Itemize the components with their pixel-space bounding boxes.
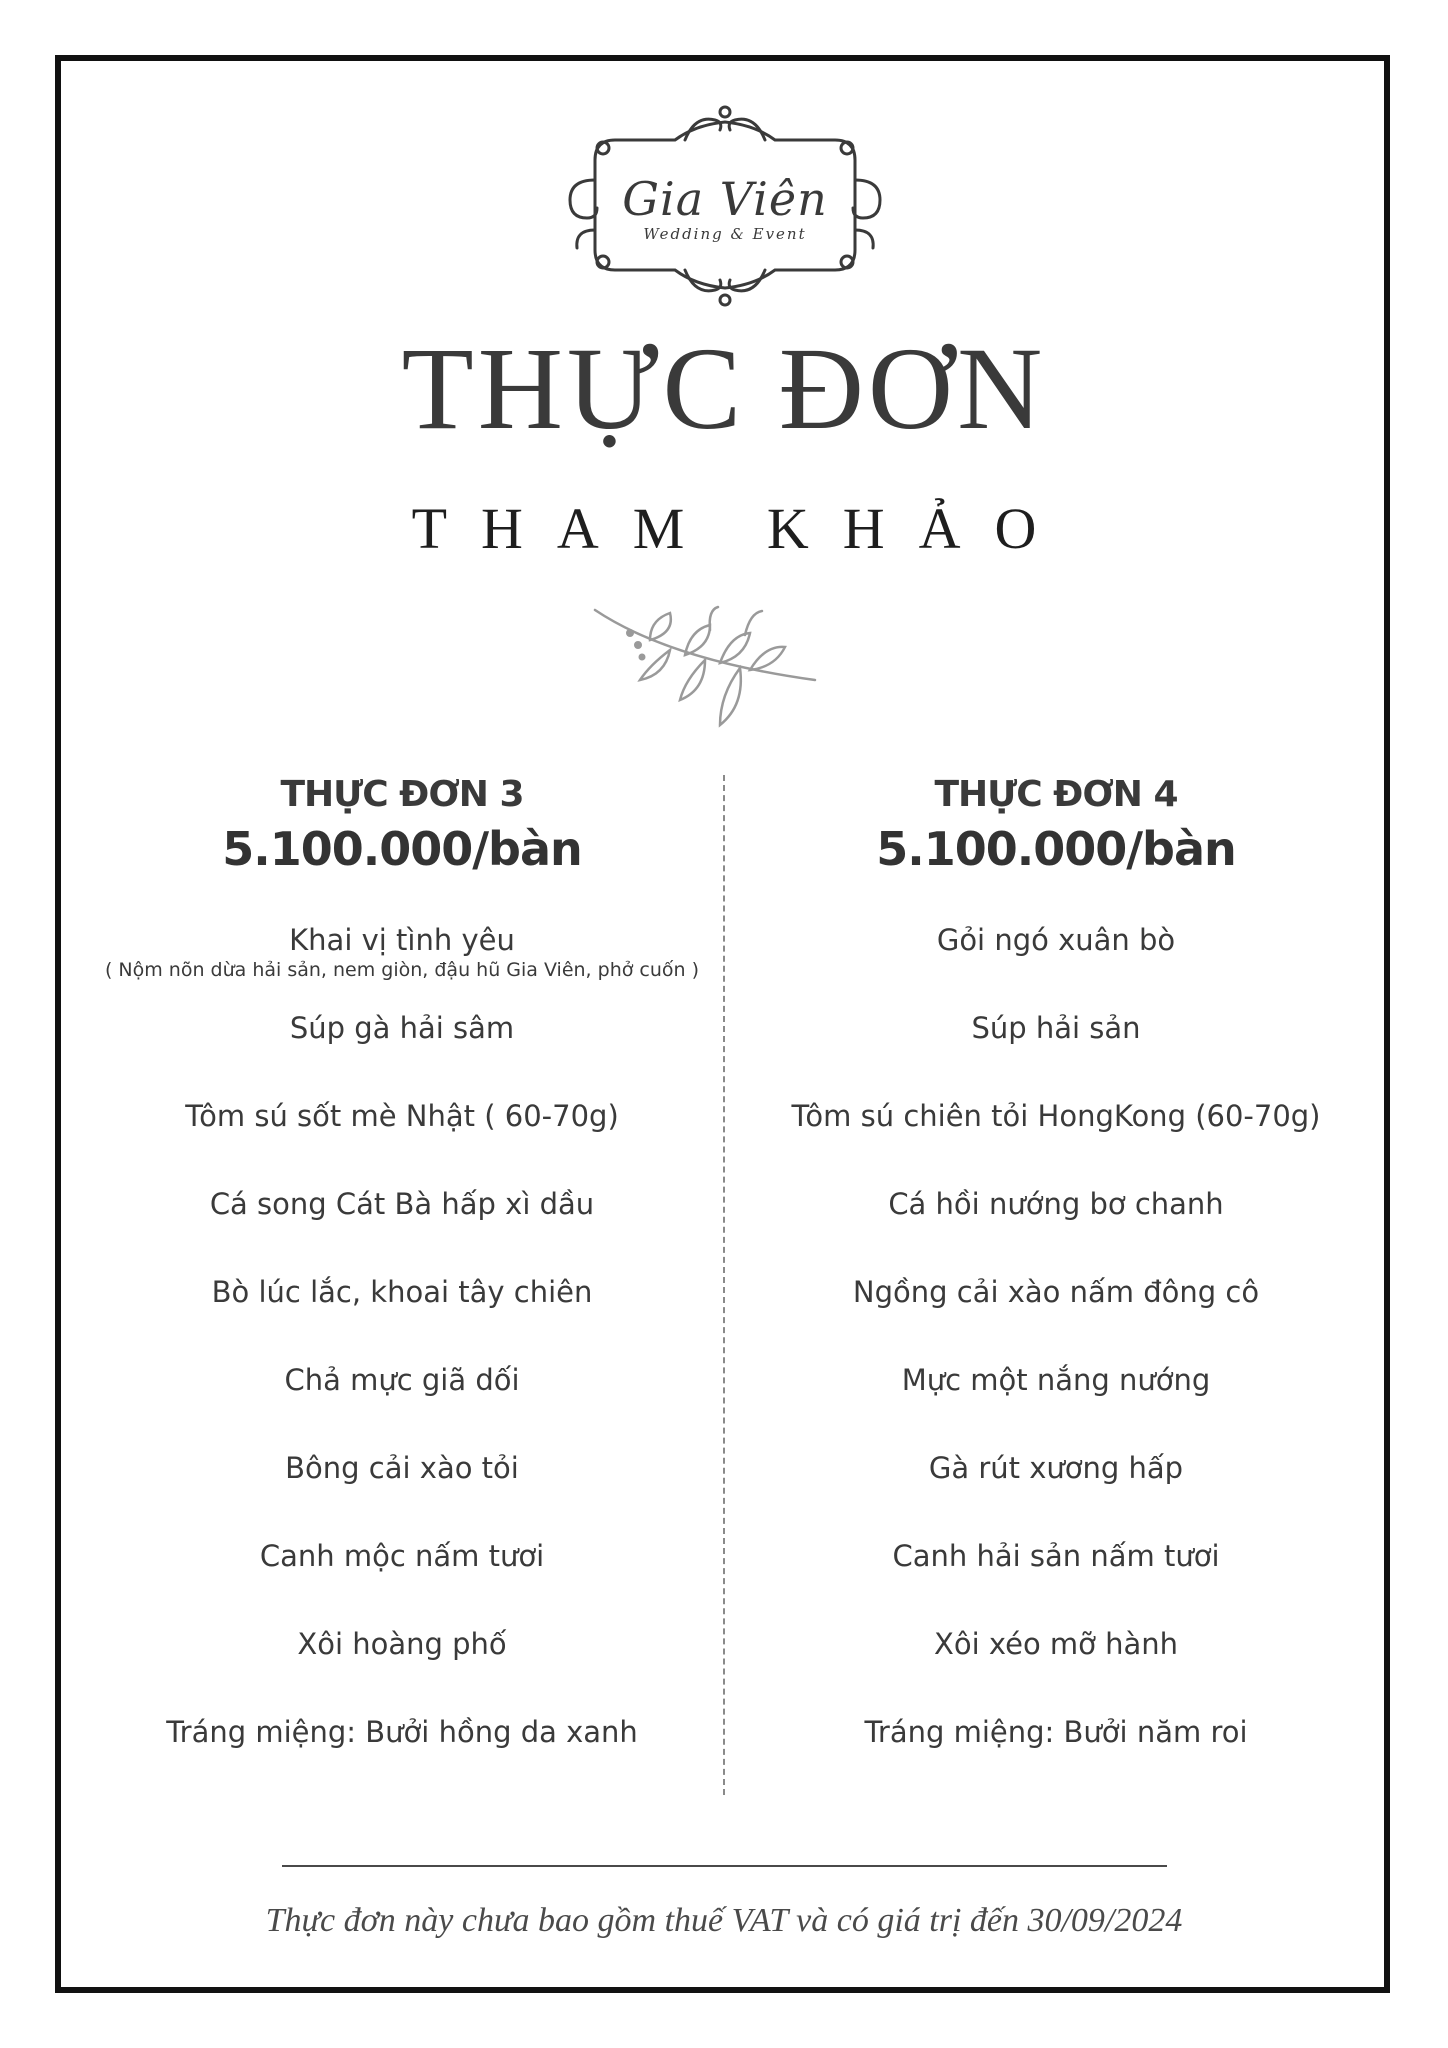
dish-list [72,922,732,1802]
dish-item [72,1098,732,1186]
dish-item [72,922,732,1010]
menu-title: THỰC ĐƠN 4 [934,774,1178,815]
dish-item [726,1186,1386,1274]
logo-name: Gia Viên [622,172,828,226]
dish-item [72,1626,732,1714]
page-title: THỰC ĐƠN [401,323,1047,454]
dish-item [726,1626,1386,1714]
dish-item [72,1538,732,1626]
dish-name: Khai vị tình yêu [289,923,515,957]
dish-name: Súp hải sản [971,1011,1141,1045]
footer-divider [282,1865,1167,1867]
dish-item [726,1010,1386,1098]
dish-name: Cá song Cát Bà hấp xì dầu [209,1187,595,1221]
dish-name: Tráng miệng: Bưởi năm roi [864,1715,1248,1749]
gia-vien-logo [555,100,895,310]
dish-name: Gà rút xương hấp [928,1451,1184,1485]
dish-name: Canh mộc nấm tươi [259,1539,545,1573]
dish-item [726,1274,1386,1362]
menu-title: THỰC ĐƠN 3 [280,774,524,815]
dish-name: Canh hải sản nấm tươi [892,1539,1220,1573]
dish-name: Gỏi ngó xuân bò [936,923,1176,957]
footer-note: Thực đơn này chưa bao gồm thuế VAT và có giá trị đến 30/09/2024 [265,1902,1183,1939]
dish-list [726,922,1386,1802]
menu-column-3 [72,770,732,1749]
dish-item [72,1274,732,1362]
dish-name: Bông cải xào tỏi [285,1451,519,1485]
page-subtitle: THAM KHẢO [411,496,1071,561]
dish-name: Cá hồi nướng bơ chanh [888,1187,1224,1221]
dish-name: Xôi hoàng phố [297,1627,507,1661]
dish-item [72,1010,732,1098]
dish-name: Xôi xéo mỡ hành [933,1627,1179,1661]
menu-price: 5.100.000/bàn [876,822,1236,876]
dish-item [72,1362,732,1450]
dish-name: Bò lúc lắc, khoai tây chiên [211,1275,593,1309]
dish-item [726,1098,1386,1186]
dish-name: Tôm sú sốt mè Nhật ( 60-70g) [185,1099,619,1133]
dish-item [726,922,1386,1010]
dish-name: Tráng miệng: Bưởi hồng da xanh [166,1715,638,1749]
dish-item [726,1538,1386,1626]
dish-item [72,1450,732,1538]
dish-item [72,1714,732,1802]
dish-name: Mực một nắng nướng [901,1363,1211,1397]
dish-item [72,1186,732,1274]
dish-name: Ngồng cải xào nấm đông cô [852,1275,1260,1309]
dish-item [726,1450,1386,1538]
logo-tagline: Wedding & Event [643,225,807,243]
menu-price: 5.100.000/bàn [222,822,582,876]
dish-note: ( Nộm nõn dừa hải sản, nem giòn, đậu hũ Gia Viên, phở cuốn ) [104,959,700,981]
leaf-branch-icon [590,605,820,740]
dish-item [726,1714,1386,1802]
dish-name: Tôm sú chiên tỏi HongKong (60-70g) [791,1099,1321,1133]
menu-column-4 [726,770,1386,1749]
dish-name: Súp gà hải sâm [289,1011,515,1045]
dish-item [726,1362,1386,1450]
dish-name: Chả mực giã dối [284,1363,520,1397]
